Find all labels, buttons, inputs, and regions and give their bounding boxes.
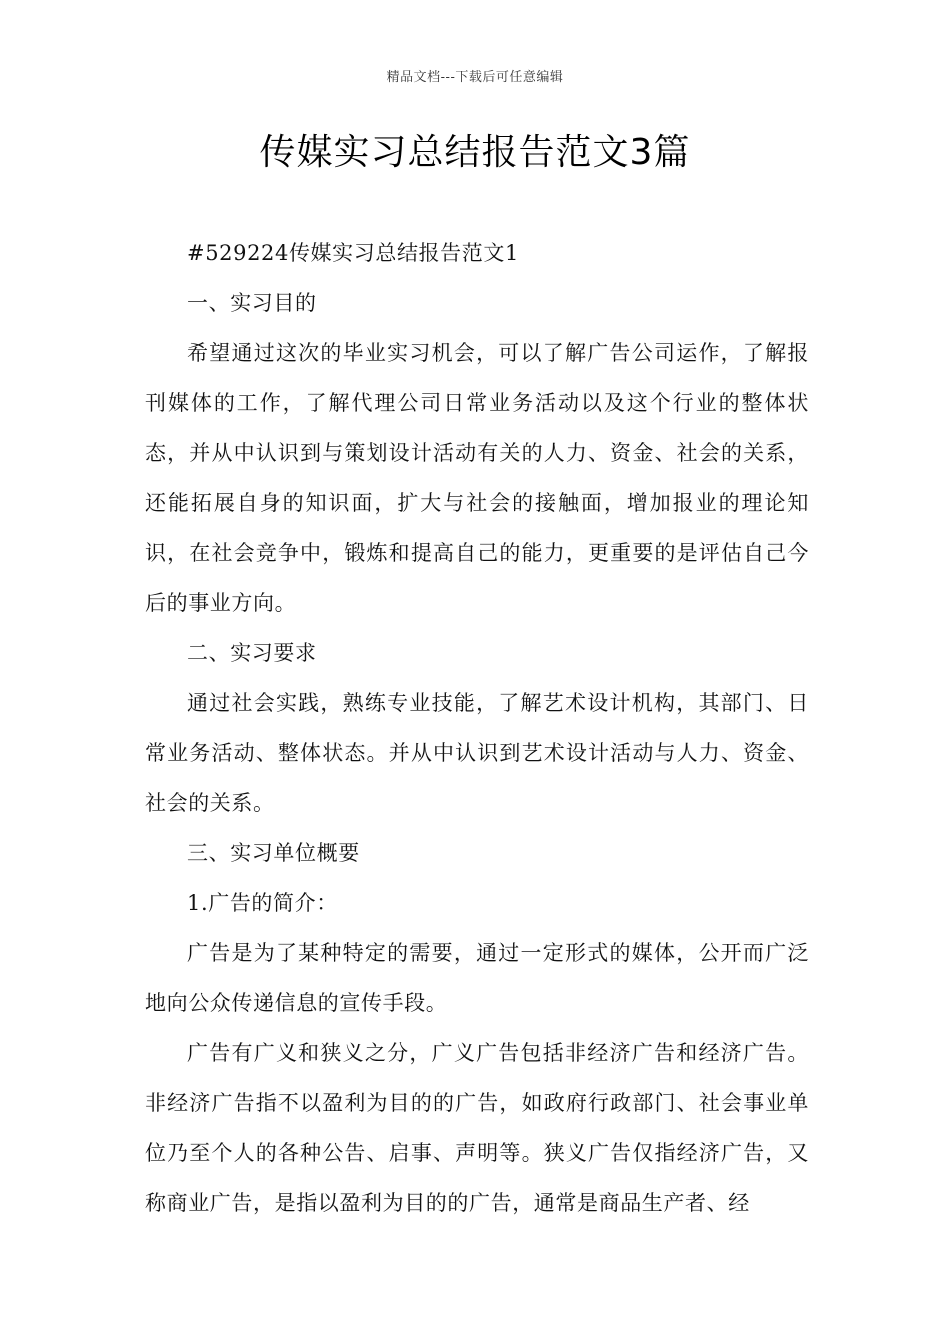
section-heading-purpose: 一、实习目的	[187, 291, 317, 315]
section-heading-unit-overview: 三、实习单位概要	[187, 841, 360, 865]
paragraph-purpose: 希望通过这次的毕业实习机会，可以了解广告公司运作，了解报刊媒体的工作，了解代理公司日常业务活动以及这个行业的整体状态，并从中认识到与策划设计活动有关的人力、资金、社会的关系，还能拓展自身的知识面，扩大与社会的接触面，增加报业的理论知识，在社会竞争中，锻炼和提高自己的能力，更重要的是评估自己今后的事业方向。	[145, 341, 809, 615]
page-header-note: 精品文档---下载后可任意编辑	[386, 70, 564, 85]
document-body	[145, 228, 809, 1228]
document-title: 传媒实习总结报告范文3篇	[259, 132, 691, 173]
section-heading-requirements: 二、实习要求	[187, 641, 317, 665]
subheading-ad-intro: 1.广告的简介：	[187, 891, 338, 915]
paragraph-requirements: 通过社会实践，熟练专业技能，了解艺术设计机构，其部门、日常业务活动、整体状态。并从中认识到艺术设计活动与人力、资金、社会的关系。	[145, 691, 809, 815]
paragraph-ad-types: 广告有广义和狭义之分，广义广告包括非经济广告和经济广告。非经济广告指不以盈利为目的的广告，如政府行政部门、社会事业单位乃至个人的各种公告、启事、声明等。狭义广告仅指经济广告，又称商业广告，是指以盈利为目的的广告，通常是商品生产者、经	[145, 1041, 809, 1215]
section-heading-report-1: #529224传媒实习总结报告范文1	[187, 241, 519, 265]
paragraph-ad-definition: 广告是为了某种特定的需要，通过一定形式的媒体，公开而广泛地向公众传递信息的宣传手段。	[145, 941, 809, 1015]
